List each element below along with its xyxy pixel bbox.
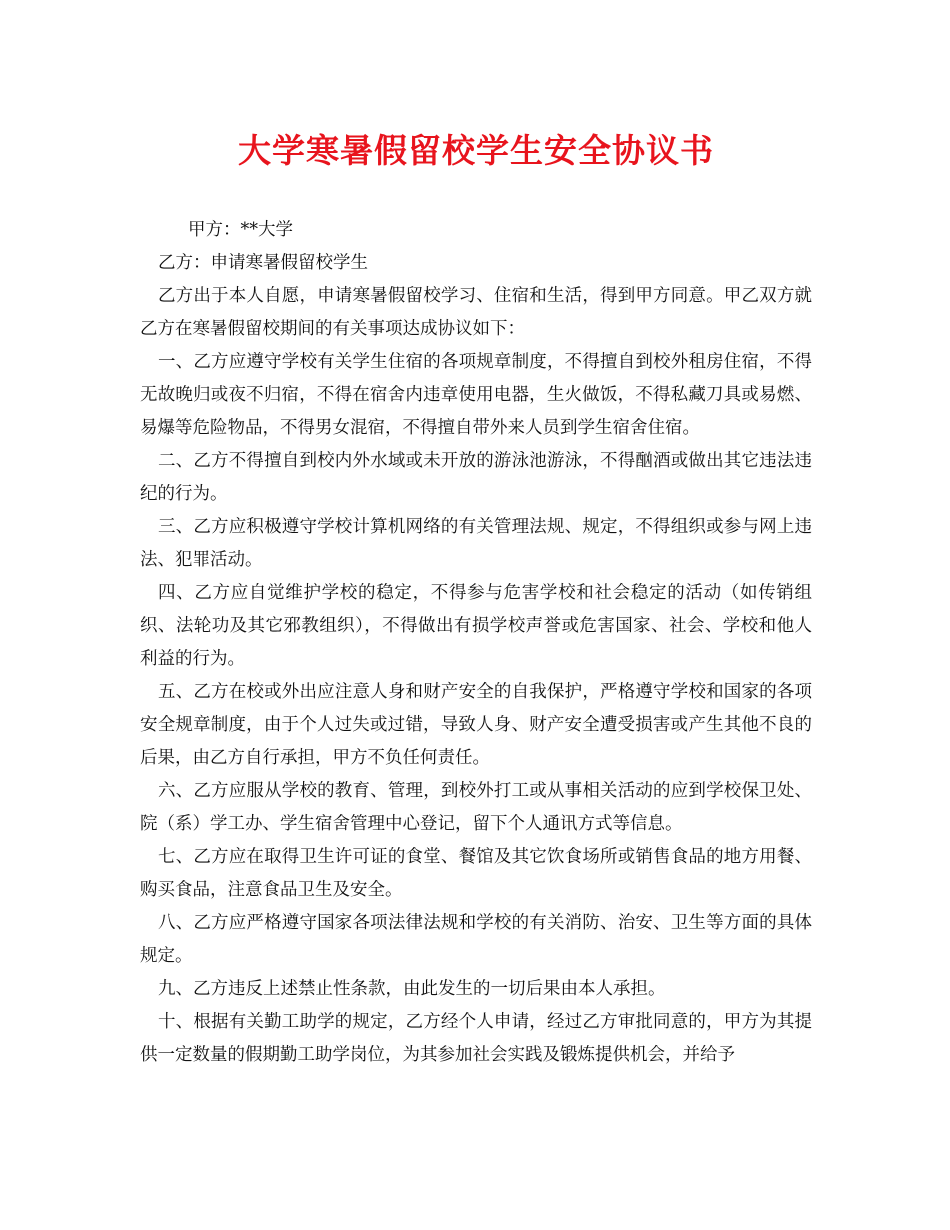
clause-1: 一、乙方应遵守学校有关学生住宿的各项规章制度，不得擅自到校外租房住宿，不得无故晚归或夜不归宿，不得在宿舍内违章使用电器，生火做饭，不得私藏刀具或易燃、易爆等危险物品，不得男女混宿，不得擅自带外来人员到学生宿舍住宿。 [140,352,812,438]
clause-7: 七、乙方应在取得卫生许可证的食堂、餐馆及其它饮食场所或销售食品的地方用餐、购买食品，注意食品卫生及安全。 [140,847,812,900]
document-body [140,214,812,1072]
preamble-paragraph: 乙方出于本人自愿，申请寒暑假留校学习、住宿和生活，得到甲方同意。甲乙双方就乙方在寒暑假留校期间的有关事项达成协议如下： [140,286,812,339]
party-b-line: 乙方：申请寒暑假留校学生 [158,253,368,273]
clause-2: 二、乙方不得擅自到校内外水域或未开放的游泳池游泳，不得酗酒或做出其它违法违纪的行为。 [140,451,812,504]
document-title: 大学寒暑假留校学生安全协议书 [238,131,714,170]
clause-6: 六、乙方应服从学校的教育、管理，到校外打工或从事相关活动的应到学校保卫处、院（系）学工办、学生宿舍管理中心登记，留下个人通讯方式等信息。 [140,781,812,834]
party-a-line: 甲方：**大学 [188,220,293,240]
clause-3: 三、乙方应积极遵守学校计算机网络的有关管理法规、规定，不得组织或参与网上违法、犯罪活动。 [140,517,812,570]
clause-4: 四、乙方应自觉维护学校的稳定，不得参与危害学校和社会稳定的活动（如传销组织、法轮功及其它邪教组织），不得做出有损学校声誉或危害国家、社会、学校和他人利益的行为。 [140,583,812,669]
clause-9: 九、乙方违反上述禁止性条款，由此发生的一切后果由本人承担。 [158,979,666,999]
clause-5: 五、乙方在校或外出应注意人身和财产安全的自我保护，严格遵守学校和国家的各项安全规章制度，由于个人过失或过错，导致人身、财产安全遭受损害或产生其他不良的后果，由乙方自行承担，甲方不负任何责任。 [140,682,812,768]
clause-8: 八、乙方应严格遵守国家各项法律法规和学校的有关消防、治安、卫生等方面的具体规定。 [140,913,812,966]
clause-10: 十、根据有关勤工助学的规定，乙方经个人申请，经过乙方审批同意的，甲方为其提供一定数量的假期勤工助学岗位，为其参加社会实践及锻炼提供机会，并给予 [140,1012,812,1065]
